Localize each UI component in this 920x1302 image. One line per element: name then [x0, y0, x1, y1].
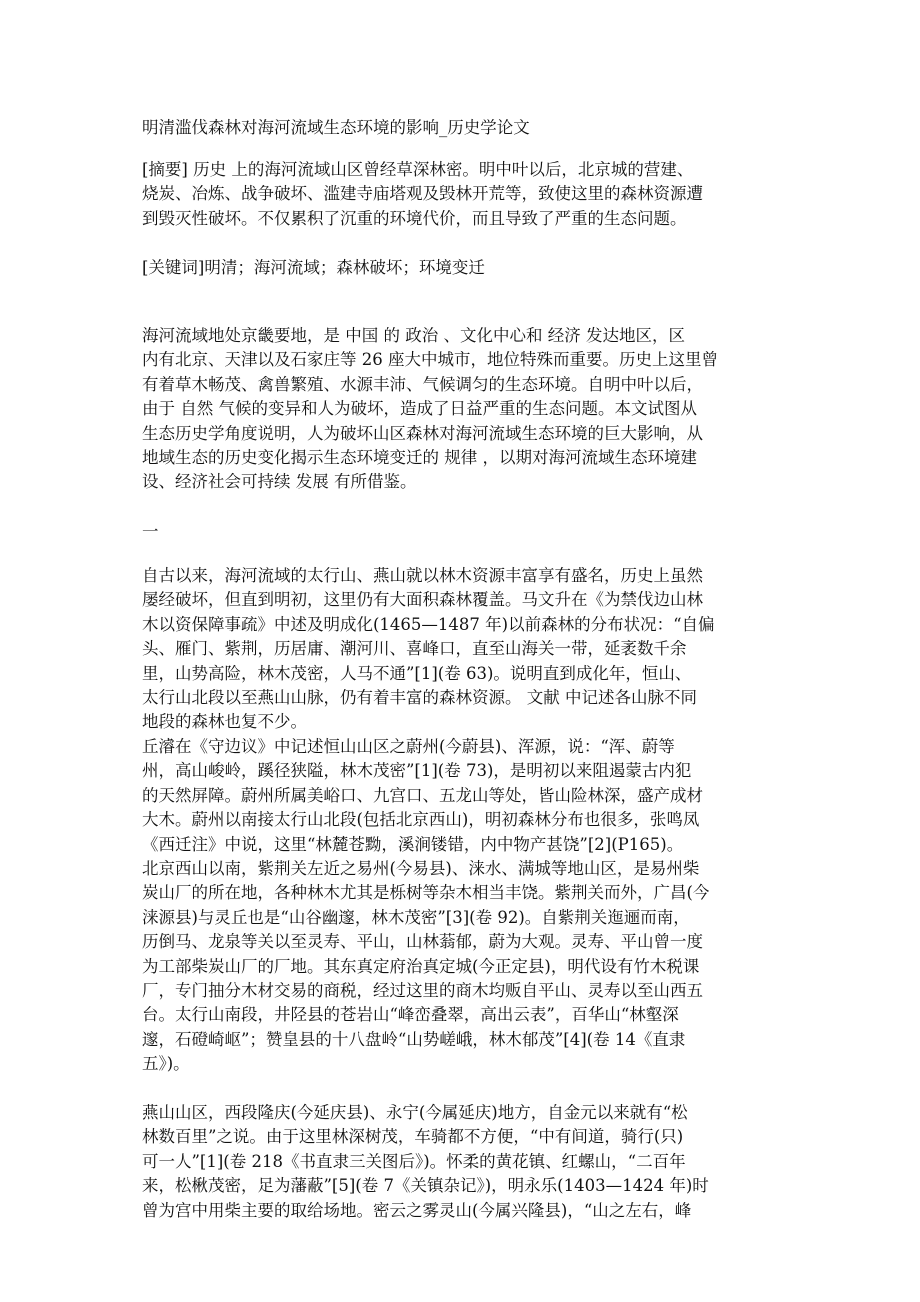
- abstract-paragraph: [摘要] 历史 上的海河流域山区曾经草深林密。明中叶以后，北京城的营建、 烧炭、冶炼、战争破坏、滥建寺庙塔观及毁林开荒等，致使这里的森林资源遭 到毁灭性破坏。不仅累积了沉重的环境代价，而且导致了严重的生态问题。: [142, 160, 703, 228]
- section-heading: 一: [142, 522, 159, 541]
- body-paragraph: 北京西山以南，紫荆关左近之易州(今易县)、涞水、满城等地山区，是易州柴 炭山厂的所在地，各种林木尤其是栎树等杂木相当丰饶。紫荆关而外，广昌(今 涞源县)与灵丘也是“山谷幽邃，林木茂密”[3](卷 92)。自紫荆关迤逦而南， 历倒马、龙泉等关以至灵寿、平山，山林蓊郁，蔚为大观。灵寿、平山曾一度 为工部柴炭山厂的厂地。其东真定府治真定城(今正定县)，明代设有竹木税课 厂，专门抽分木材交易的商税，经过这里的商木均贩自平山、灵寿以至山西五 台。太行山南段，井陉县的苍岩山“峰峦叠翠，高出云表”，百华山“林壑深 邃，石磴崎岖”；赞皇县的十八盘岭“山势嵯峨，林木郁茂”[4](卷 14《直隶 五》)。: [142, 859, 710, 1074]
- paper-title: 明清滥伐森林对海河流域生态环境的影响_历史学论文: [142, 118, 530, 137]
- keywords-line: [关键词]明清；海河流域；森林破坏；环境变迁: [142, 258, 485, 277]
- body-paragraph: 自古以来，海河流域的太行山、燕山就以林木资源丰富享有盛名，历史上虽然 屡经破坏，但直到明初，这里仍有大面积森林覆盖。马文升在《为禁伐边山林 木以资保障事疏》中述及明成化(1465—1487 年)以前森林的分布状况：“自偏 头、雁门、紫荆，历居庸、潮河川、喜峰口，直至山海关一带，延袤数千余 里，山势高险，林木茂密，人马不通”[1](卷 63)。说明直到成化年，恒山、 太行山北段以至燕山山脉，仍有着丰富的森林资源。 文献 中记述各山脉不同 地段的森林也复不少。: [142, 566, 715, 732]
- body-paragraph: 燕山山区，西段隆庆(今延庆县)、永宁(今属延庆)地方，自金元以来就有“松 林数百里”之说。由于这里林深树茂，车骑都不方便，“中有间道，骑行(只) 可一人”[1](卷 218《书直隶三关图后》)。怀柔的黄花镇、红螺山，“二百年 来，松楸茂密，足为藩蔽”[5](卷 7《关镇杂记》)，明永乐(1403—1424 年)时 曾为宫中用柴主要的取给场地。密云之雾灵山(今属兴隆县)，“山之左右，峰: [142, 1103, 709, 1220]
- intro-paragraph: 海河流域地处京畿要地，是 中国 的 政治 、文化中心和 经济 发达地区，区 内有北京、天津以及石家庄等 26 座大中城市，地位特殊而重要。历史上这里曾 有着草木畅茂、禽兽繁殖、水源丰沛、气候调匀的生态环境。自明中叶以后， 由于 自然 气候的变异和人为破坏，造成了日益严重的生态问题。本文试图从 生态历史学角度说明，人为破坏山区森林对海河流域生态环境的巨大影响，从 地域生态的历史变化揭示生态环境变迁的 规律 ，以期对海河流域生态环境建 设、经济社会可持续 发展 有所借鉴。: [142, 326, 718, 492]
- body-paragraph: 丘濬在《守边议》中记述恒山山区之蔚州(今蔚县)、浑源，说：“浑、蔚等 州，高山峻岭，蹊径狭隘，林木茂密”[1](卷 73)，是明初以来阻遏蒙古内犯 的天然屏障。蔚州所属美峪口、九宫口、五龙山等处，皆山险林深，盛产成材 大木。蔚州以南接太行山北段(包括北京西山)，明初森林分布也很多，张鸣凤 《西迁注》中说，这里“林麓苍黝，溪涧镂错，内中物产甚饶”[2](P165)。: [142, 737, 703, 854]
